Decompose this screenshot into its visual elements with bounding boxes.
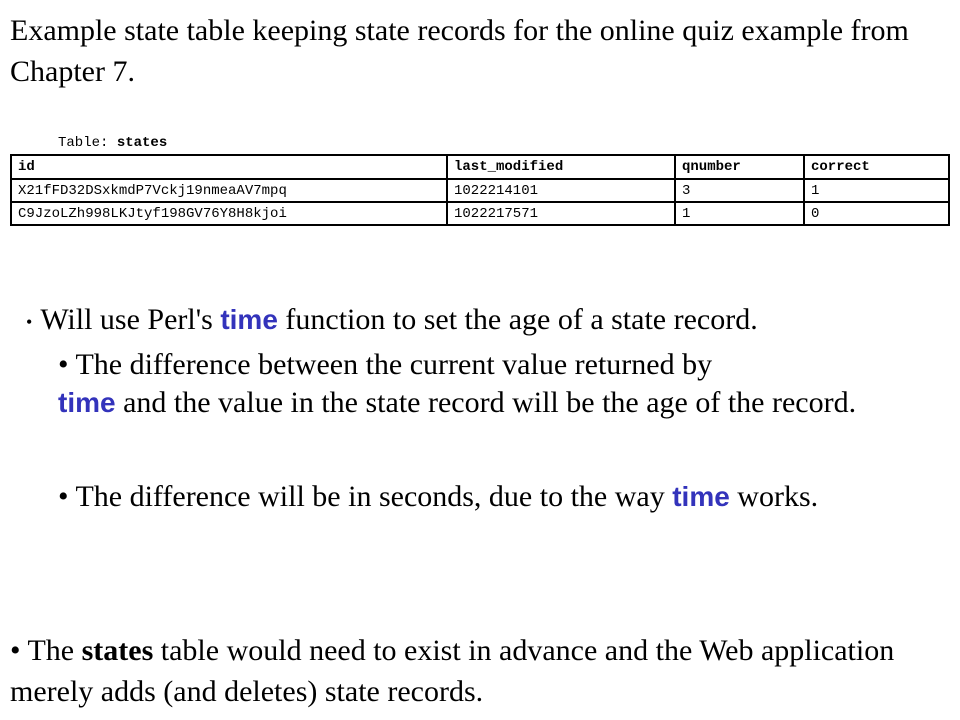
bullet-text-pre: Will use Perl's	[40, 303, 213, 336]
bullet-states-table	[10, 630, 950, 712]
states-table	[10, 154, 950, 226]
bullet-text-post: function to set the age of a state record.	[285, 303, 758, 336]
keyword-time: time	[220, 304, 278, 335]
bullet-perl-time	[26, 300, 946, 342]
column-header-last-modified: last_modified	[447, 155, 675, 179]
keyword-time: time	[672, 481, 730, 512]
sub-bullet-text-pre: • The difference will be in seconds, due to the way	[58, 480, 665, 513]
sub-bullet-text-post: and the value in the state record will be the age of the record.	[123, 386, 857, 419]
cell-last-modified: 1022217571	[447, 202, 675, 225]
table-header-row	[11, 155, 949, 179]
column-header-qnumber: qnumber	[675, 155, 804, 179]
cell-qnumber: 3	[675, 179, 804, 202]
table-row	[11, 179, 949, 202]
column-header-correct: correct	[804, 155, 949, 179]
cell-correct: 1	[804, 179, 949, 202]
keyword-time: time	[58, 387, 116, 418]
cell-qnumber: 1	[675, 202, 804, 225]
states-table-figure	[10, 134, 950, 226]
bullet-text-post: table would need to exist in advance and the Web application merely adds (and deletes) state records.	[10, 634, 895, 708]
figure-caption: Example state table keeping state records for the online quiz example from Chapter 7.	[10, 14, 909, 88]
bullet-dot: •	[26, 312, 33, 333]
sub-bullet-text-post: works.	[737, 480, 819, 513]
column-header-id: id	[11, 155, 447, 179]
sub-bullet-text-pre: • The difference between the current value returned by	[58, 348, 713, 381]
sub-bullet-seconds	[58, 478, 948, 516]
sub-bullet-difference	[58, 346, 948, 422]
table-title	[58, 134, 950, 152]
bold-states: states	[81, 634, 154, 667]
table-row	[11, 202, 949, 225]
cell-id: C9JzoLZh998LKJtyf198GV76Y8H8kjoi	[11, 202, 447, 225]
cell-id: X21fFD32DSxkmdP7Vckj19nmeaAV7mpq	[11, 179, 447, 202]
bullet-text-pre: • The	[10, 634, 75, 667]
table-title-name: states	[116, 135, 168, 151]
cell-correct: 0	[804, 202, 949, 225]
cell-last-modified: 1022214101	[447, 179, 675, 202]
table-title-prefix: Table:	[58, 135, 109, 151]
